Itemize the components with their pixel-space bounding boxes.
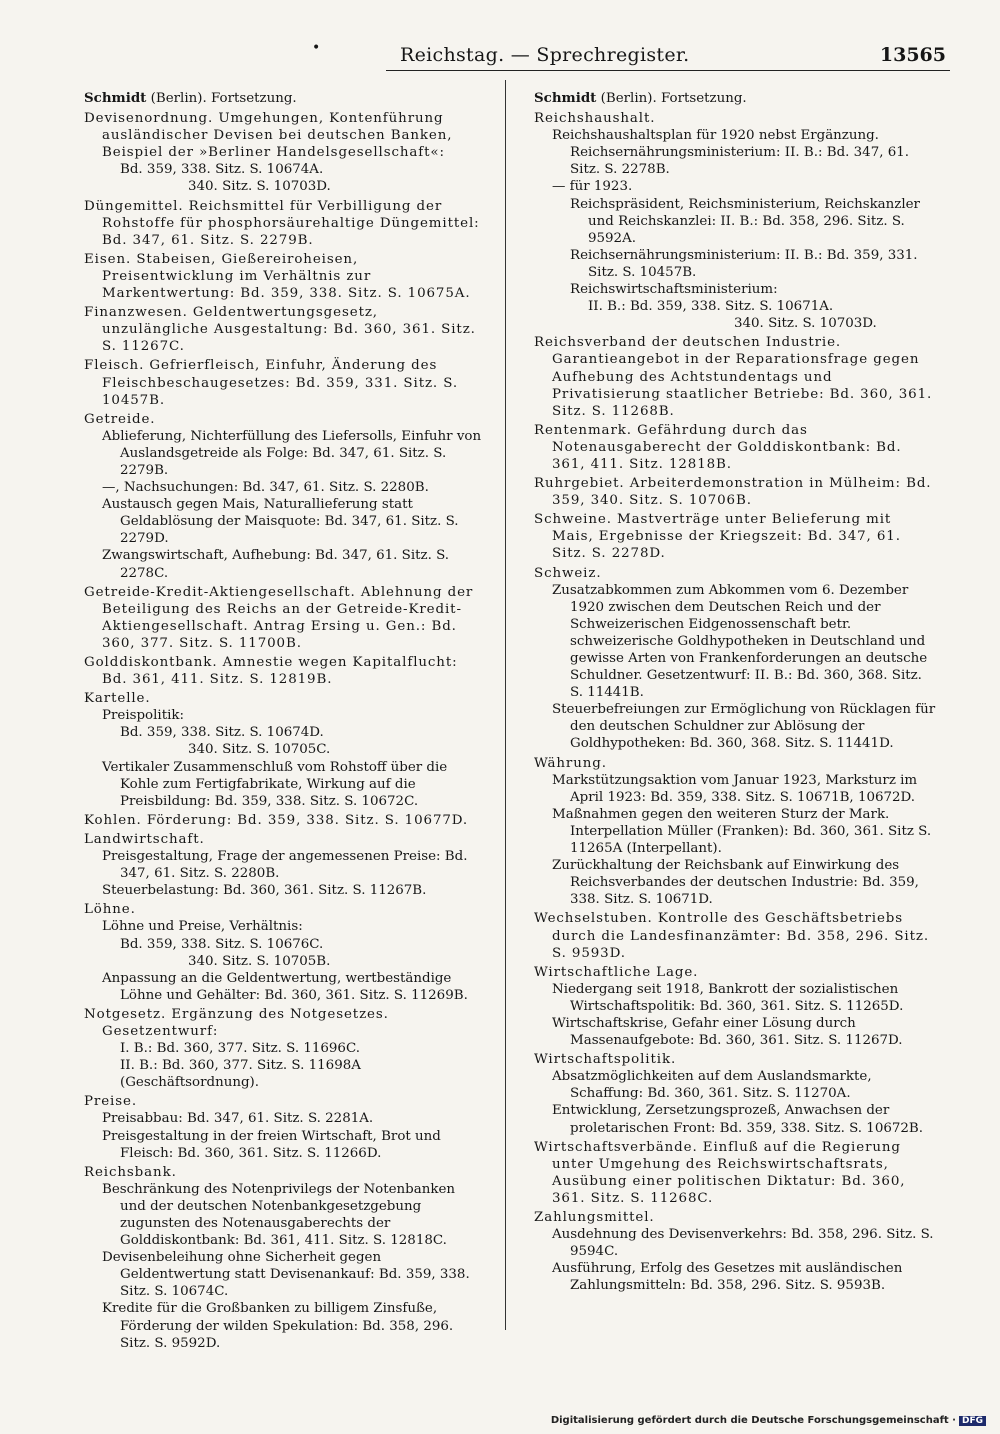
entry-subitem: Preisgestaltung, Frage der angemessenen Preise: Bd. 347, 61. Sitz. S. 2280B.	[102, 849, 468, 882]
column-heading	[534, 90, 936, 107]
entry-subitem: Anpassung an die Geldentwertung, wertbeständige Löhne und Gehälter: Bd. 360, 361. Sitz. S. 11269B.	[102, 970, 468, 1003]
page-number: 13565	[879, 44, 946, 66]
entry-heading: Wirtschaftsverbände.	[534, 1139, 698, 1155]
index-entry	[84, 198, 482, 249]
header-rule	[386, 70, 950, 71]
entry-heading: Düngemittel.	[84, 198, 184, 214]
entry-text: Ergänzung des Notgesetzes. Gesetzentwurf:	[102, 1006, 389, 1039]
entry-subitem: Ausführung, Erfolg des Gesetzes mit ausländischen Zahlungsmitteln: Bd. 358, 296. Sitz. S. 9593B.	[552, 1261, 903, 1294]
entry-ref: 340. Sitz. S. 10705B.	[188, 953, 331, 969]
entry-subitem: Wirtschaftskrise, Gefahr einer Lösung durch Massenaufgebote: Bd. 360, 361. Sitz. S. 11267D.	[552, 1015, 903, 1049]
entry-text: Einfluß auf die Regierung unter Umgehung des Reichswirtschaftsrats, Ausübung einer politischen Diktatur: Bd. 360, 361. Sitz. S. 11268C.	[552, 1139, 906, 1206]
entry-ref: 340. Sitz. S. 10703D.	[188, 179, 331, 195]
index-entry	[534, 110, 936, 332]
entry-text: Arbeiterdemonstration in Mülheim: Bd. 359, 340. Sitz. S. 10706B.	[552, 476, 932, 509]
header-title: Reichstag. — Sprechregister.	[400, 44, 690, 66]
entry-ref: 340. Sitz. S. 10703D.	[734, 316, 877, 332]
entry-subitem: Markstützungsaktion vom Januar 1923, Marksturz im April 1923: Bd. 359, 338. Sitz. S. 10671B, 10672D.	[552, 772, 918, 805]
entry-ref: Bd. 359, 338. Sitz. S. 10676C.	[120, 936, 324, 952]
entry-text: Mastverträge unter Belieferung mit Mais, Ergebnisse der Kriegszeit: Bd. 347, 61. Sitz. S. 2278D.	[552, 512, 901, 562]
entry-heading: Wirtschaftspolitik.	[534, 1052, 677, 1068]
entry-ref: Bd. 359, 338. Sitz. S. 10674A.	[120, 162, 324, 178]
index-entry	[534, 475, 936, 509]
entry-subitem: Reichsernährungsministerium: II. B.: Bd. 359, 331. Sitz. S. 10457B.	[570, 247, 918, 280]
entry-subitem: Niedergang seit 1918, Bankrott der sozialistischen Wirtschaftspolitik: Bd. 360, 361. Sitz. S. 11265D.	[552, 981, 904, 1014]
entry-text: Kontrolle des Geschäftsbetriebs durch die Landesfinanzämter: Bd. 358, 296. Sitz. S. 9593D.	[552, 911, 929, 961]
entry-heading: Devisenordnung.	[84, 111, 214, 127]
digitization-credit	[551, 1415, 986, 1426]
speaker-suffix: (Berlin). Fortsetzung.	[600, 91, 747, 106]
entry-heading: Eisen.	[84, 251, 132, 267]
index-entry	[84, 1093, 482, 1161]
entry-heading: Währung.	[534, 755, 607, 771]
index-entry	[534, 1051, 936, 1136]
column-divider	[505, 80, 506, 1330]
entry-subitem: Reichshaushaltsplan für 1920 nebst Ergänzung. Reichsernährungsministerium: II. B.: Bd. 347, 61. Sitz. S. 2278B.	[552, 128, 910, 178]
index-entry	[84, 654, 482, 688]
entry-text: Umgehungen, Kontenführung ausländischer Devisen bei deutschen Banken, Beispiel der »Berliner Handelsgesellschaft«:	[102, 111, 453, 161]
index-entry	[534, 334, 936, 419]
entry-heading: Löhne.	[84, 902, 136, 918]
index-entry	[534, 422, 936, 473]
speaker-name: Schmidt	[84, 90, 147, 106]
entry-heading: Preise.	[84, 1094, 137, 1110]
index-entry	[84, 1006, 482, 1091]
column-heading	[84, 90, 482, 107]
entry-heading: Schweine.	[534, 512, 612, 528]
entry-heading: Rentenmark.	[534, 422, 632, 438]
entry-heading: Finanzwesen.	[84, 305, 188, 321]
right-column	[534, 90, 936, 1296]
entry-subitem: Preispolitik:	[102, 708, 184, 724]
entry-subitem: Kredite für die Großbanken zu billigem Zinsfuße, Förderung der wilden Spekulation: Bd. 358, 296. Sitz. S. 9592D.	[102, 1301, 454, 1351]
entry-subitem: Reichswirtschaftsministerium:	[570, 282, 778, 298]
header-mark: •	[312, 40, 321, 56]
entry-subitem: Zwangswirtschaft, Aufhebung: Bd. 347, 61. Sitz. S. 2278C.	[102, 548, 450, 581]
credit-text: Digitalisierung gefördert durch die Deutsche Forschungsgemeinschaft ·	[550, 1415, 956, 1426]
entry-text: Gefährdung durch das Notenausgaberecht der Golddiskontbank: Bd. 361, 411. Sitz. 12818B.	[552, 422, 902, 472]
entry-subitem: Maßnahmen gegen den weiteren Sturz der Mark. Interpellation Müller (Franken): Bd. 360, 361. Sitz S. 11265A (Interpellant).	[552, 806, 932, 857]
entry-ref: I. B.: Bd. 360, 377. Sitz. S. 11696C.	[120, 1041, 360, 1057]
entry-heading: Schweiz.	[534, 565, 602, 581]
entry-subitem: Reichspräsident, Reichsministerium, Reichskanzler und Reichskanzlei: II. B.: Bd. 358, 296. Sitz. S. 9592A.	[570, 196, 920, 246]
index-entry	[534, 755, 936, 909]
entry-subitem: Vertikaler Zusammenschluß vom Rohstoff über die Kohle zum Fertigfabrikate, Wirkung auf die Preisbildung: Bd. 359, 338. Sitz. S. 10672C.	[102, 759, 448, 809]
index-entry	[84, 1164, 482, 1352]
entry-heading: Reichshaushalt.	[534, 111, 656, 127]
index-entry	[84, 357, 482, 408]
entry-text: Garantieangebot in der Reparationsfrage gegen Aufhebung des Achtstundentags und Privatisierung staatlicher Betriebe: Bd. 360, 361. Sitz. S. 11268B.	[552, 352, 933, 419]
entry-text: Gefrierfleisch, Einfuhr, Änderung des Fleischbeschaugesetzes: Bd. 359, 331. Sitz. S. 10457B.	[102, 358, 458, 408]
entry-ref: Bd. 359, 338. Sitz. S. 10674D.	[120, 725, 324, 741]
entry-heading: Getreide-Kredit-Aktiengesellschaft.	[84, 584, 356, 600]
entry-subitem: Zurückhaltung der Reichsbank auf Einwirkung des Reichsverbandes der deutschen Industrie: Bd. 359, 338. Sitz. S. 10671D.	[552, 858, 919, 908]
index-entry	[84, 831, 482, 899]
entry-heading: Notgesetz.	[84, 1006, 167, 1022]
entry-subitem: Löhne und Preise, Verhältnis:	[102, 919, 303, 935]
entry-subitem: Ablieferung, Nichterfüllung des Liefersolls, Einfuhr von Auslandsgetreide als Folge: Bd. 347, 61. Sitz. S. 2279B.	[102, 428, 482, 478]
entry-heading: Wechselstuben.	[534, 911, 653, 927]
entry-subitem: Beschränkung des Notenprivilegs der Notenbanken und der deutschen Notenbankgesetzgebung zugunsten des Notenausgaberechts der Golddiskontbank: Bd. 361, 411. Sitz. S. 12818C.	[102, 1181, 456, 1249]
entry-heading: Landwirtschaft.	[84, 831, 205, 847]
entry-heading: Ruhrgebiet.	[534, 476, 625, 492]
entry-heading: Kartelle.	[84, 691, 151, 707]
entry-text: Amnestie wegen Kapitalflucht: Bd. 361, 411. Sitz. S. 12819B.	[102, 655, 458, 688]
index-entry	[84, 812, 482, 829]
left-column	[84, 90, 482, 1354]
running-header	[0, 38, 1000, 74]
index-entry	[534, 511, 936, 562]
entry-heading: Fleisch.	[84, 358, 145, 374]
entry-subitem: Zusatzabkommen zum Abkommen vom 6. Dezember 1920 zwischen dem Deutschen Reich und der Schweizerischen Eidgenossenschaft betr. schweizerische Goldhypotheken in Deutschland und gewisse Arten von Frankenforderungen an deutsche Schuldner. Gesetzentwurf: II. B.: Bd. 360, 368. Sitz. S. 11441B.	[552, 582, 928, 701]
index-entry	[84, 304, 482, 355]
index-entry	[534, 1139, 936, 1207]
index-entry	[534, 565, 936, 753]
speaker-name: Schmidt	[534, 90, 597, 106]
entry-heading: Golddiskontbank.	[84, 655, 218, 670]
index-entry	[84, 110, 482, 195]
index-entry	[534, 910, 936, 961]
index-entry	[84, 690, 482, 810]
entry-heading: Reichsbank.	[84, 1164, 177, 1180]
entry-heading: Reichsverband der deutschen Industrie.	[534, 335, 842, 351]
entry-text: Stabeisen, Gießereiroheisen, Preisentwicklung im Verhältnis zur Markentwertung: Bd. 359, 338. Sitz. S. 10675A.	[102, 251, 471, 302]
entry-ref: II. B.: Bd. 360, 377. Sitz. S. 11698A (Geschäftsordnung).	[120, 1058, 361, 1091]
speaker-suffix: (Berlin). Fortsetzung.	[150, 91, 297, 106]
entry-heading: Wirtschaftliche Lage.	[534, 964, 699, 980]
entry-subitem: Preisabbau: Bd. 347, 61. Sitz. S. 2281A.	[102, 1111, 374, 1127]
index-entry	[84, 584, 482, 652]
entry-subitem: Devisenbeleihung ohne Sicherheit gegen Geldentwertung statt Devisenankauf: Bd. 359, 338. Sitz. S. 10674C.	[102, 1250, 470, 1300]
entry-subitem: Ausdehnung des Devisenverkehrs: Bd. 358, 296. Sitz. S. 9594C.	[552, 1227, 934, 1260]
index-entry	[84, 411, 482, 582]
dfg-logo: DFG	[959, 1416, 986, 1426]
entry-subitem: —, Nachsuchungen: Bd. 347, 61. Sitz. S. 2280B.	[102, 480, 429, 496]
index-entry	[534, 1209, 936, 1294]
entry-text: Ablehnung der Beteiligung des Reichs an der Getreide-Kredit-Aktiengesellschaft. Antrag Ersing u. Gen.: Bd. 360, 377. Sitz. S. 11700B.	[102, 584, 474, 651]
entry-ref: 340. Sitz. S. 10705C.	[188, 742, 331, 758]
index-entry	[534, 964, 936, 1049]
entry-subitem: Steuerbefreiungen zur Ermöglichung von Rücklagen für den deutschen Schuldner zur Ablösung der Goldhypotheken: Bd. 360, 368. Sitz. S. 11441D.	[552, 702, 936, 752]
index-entry	[84, 901, 482, 1004]
entry-ref: II. B.: Bd. 359, 338. Sitz. S. 10671A.	[588, 299, 834, 315]
entry-subitem: Preisgestaltung in der freien Wirtschaft, Brot und Fleisch: Bd. 360, 361. Sitz. S. 11266D.	[102, 1128, 441, 1161]
entry-subitem: Absatzmöglichkeiten auf dem Auslandsmarkte, Schaffung: Bd. 360, 361. Sitz. S. 11270A.	[552, 1069, 872, 1102]
entry-text: Reichsmittel für Verbilligung der Rohstoffe für phosphorsäurehaltige Düngemittel: Bd. 347, 61. Sitz. S. 2279B.	[102, 198, 480, 248]
entry-text: Geldentwertungsgesetz, unzulängliche Ausgestaltung: Bd. 360, 361. Sitz. S. 11267C.	[102, 305, 476, 355]
index-entry	[84, 251, 482, 302]
entry-subitem: Entwicklung, Zersetzungsprozeß, Anwachsen der proletarischen Front: Bd. 359, 338. Sitz. S. 10672B.	[552, 1103, 923, 1136]
entry-subitem: Austausch gegen Mais, Naturallieferung statt Geldablösung der Maisquote: Bd. 347, 61. Sitz. S. 2279D.	[102, 497, 459, 547]
entry-heading: Getreide.	[84, 411, 156, 427]
entry-heading: Zahlungsmittel.	[534, 1210, 655, 1225]
entry-subitem: Steuerbelastung: Bd. 360, 361. Sitz. S. 11267B.	[102, 883, 427, 899]
entry-text: Förderung: Bd. 359, 338. Sitz. S. 10677D.	[146, 812, 469, 828]
entry-heading: Kohlen.	[84, 812, 142, 828]
entry-subitem: — für 1923.	[552, 179, 633, 195]
